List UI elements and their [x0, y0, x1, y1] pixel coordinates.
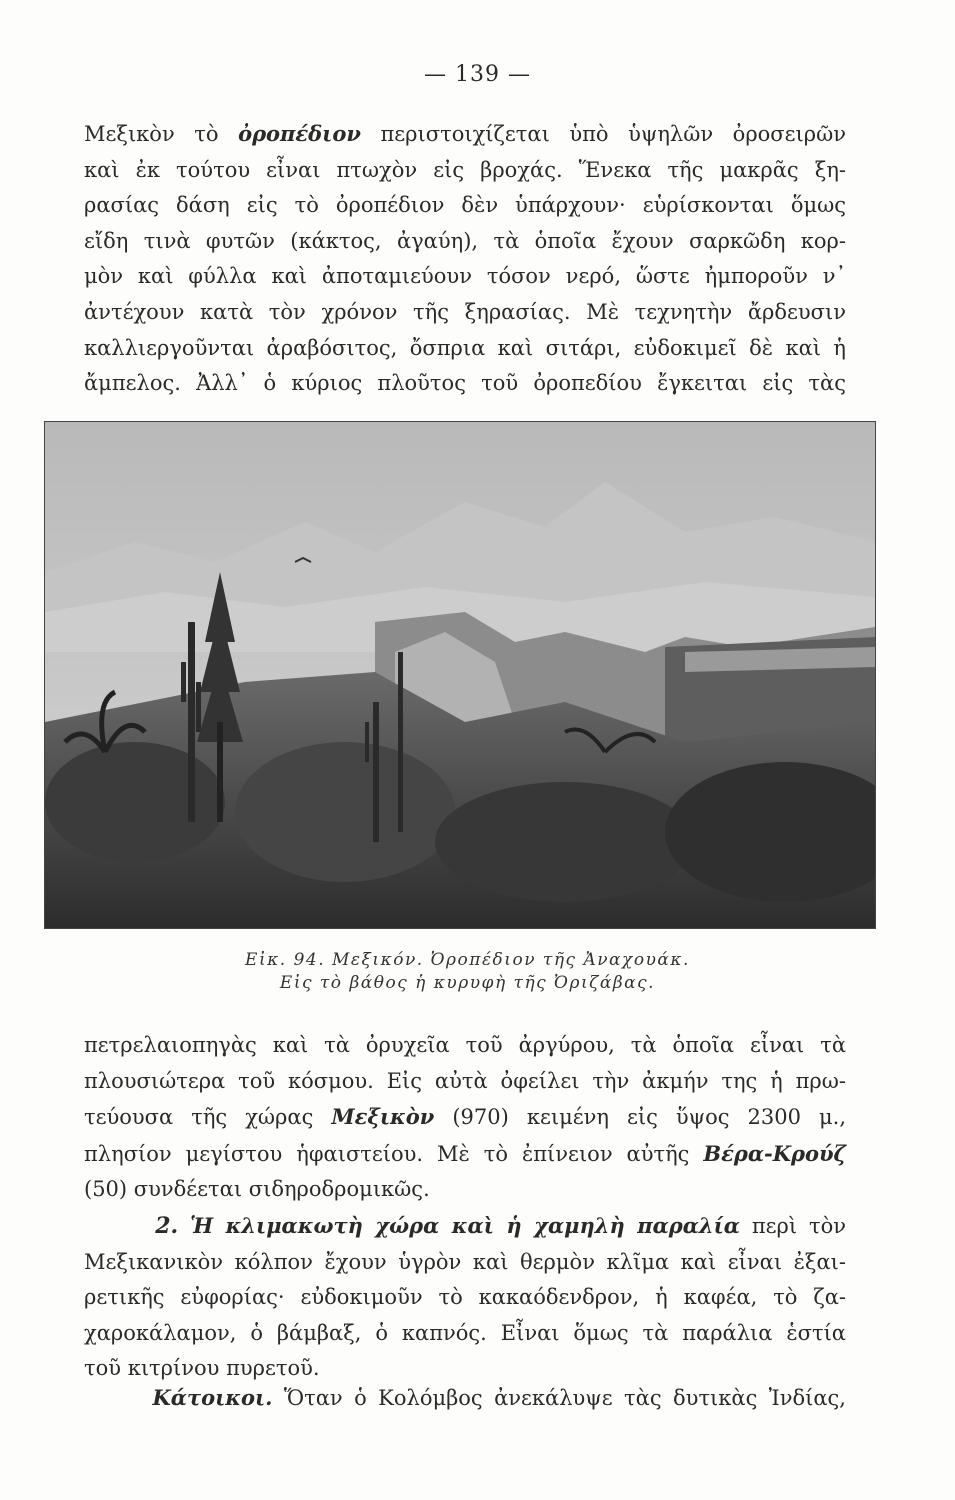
- text-line: Κάτοικοι. Ὅταν ὁ Κολόμβος ἀνεκάλυψε τὰς δυτικὰς Ἰνδίας,: [152, 1385, 846, 1410]
- text-line: ρασίας δάση εἰς τὸ ὀροπέδιον δὲν ὑπάρχουν· εὑρίσκονται ὅμως: [84, 193, 846, 218]
- figure-caption-subtitle: Εἰς τὸ βάθος ἡ κυρυφὴ τῆς Ὀριζάβας.: [279, 973, 656, 993]
- text-line: τοῦ κιτρίνου πυρετοῦ.: [84, 1356, 320, 1381]
- page-number: — 139 —: [424, 62, 531, 87]
- text-line: Μεξικανικὸν κόλπον ἔχουν ὑγρὸν καὶ θερμὸν κλῖμα καὶ εἶναι ἐξαι-: [84, 1249, 846, 1274]
- text-line: πλησίον μεγίστου ἡφαιστείου. Μὲ τὸ ἐπίνειον αὐτῆς Βέρα-Κρούζ: [84, 1140, 846, 1166]
- text-line: χαροκάλαμον, ὁ βάμβαξ, ὁ καπνός. Εἶναι ὅμως τὰ παράλια ἑστία: [84, 1320, 846, 1345]
- text-line: (50) συνδέεται σιδηροδρομικῶς.: [84, 1177, 430, 1202]
- text-line: καὶ ἐκ τούτου εἶναι πτωχὸν εἰς βροχάς. Ἕνεκα τῆς μακρᾶς ξη-: [84, 157, 846, 182]
- paragraph-inhabitants: [84, 1380, 846, 1417]
- landscape-illustration: [44, 421, 876, 929]
- paragraph-capital: [84, 1028, 846, 1208]
- text-line: ἄμπελος. Ἀλλ᾽ ὁ κύριος πλοῦτος τοῦ ὀροπεδίου ἔγκειται εἰς τὰς: [84, 371, 846, 396]
- text-line: εἴδη τινὰ φυτῶν (κάκτος, ἀγαύη), τὰ ὁποῖα ἔχουν σαρκῶδη κορ-: [84, 228, 846, 253]
- plateau-engraving: [45, 422, 875, 928]
- city-vera-cruz: Βέρα-Κρούζ: [703, 1140, 846, 1166]
- text-line: Μεξικὸν τὸ ὀροπέδιον περιστοιχίζεται ὑπὸ ὑψηλῶν ὀροσειρῶν: [84, 121, 846, 146]
- paragraph-coast: [84, 1208, 846, 1387]
- section-number: 2.: [155, 1213, 179, 1239]
- section-heading: Ἡ κλιμακωτὴ χώρα καὶ ἡ χαμηλὴ παραλία: [190, 1213, 740, 1238]
- text-line: 2. Ἡ κλιμακωτὴ χώρα καὶ ἡ χαμηλὴ παραλία περὶ τὸν: [155, 1213, 846, 1239]
- paragraph-plateau: [84, 116, 846, 402]
- text-line: καλλιεργοῦνται ἀραβόσιτος, ὄσπρια καὶ σιτάρι, εὐδοκιμεῖ δὲ καὶ ἡ: [84, 335, 846, 360]
- city-mexico: Μεξικὸν: [331, 1104, 435, 1130]
- text-line: πετρελαιοπηγὰς καὶ τὰ ὀρυχεῖα τοῦ ἀργύρου, τὰ ὁποῖα εἶναι τὰ: [84, 1033, 846, 1057]
- section-heading-inhabitants: Κάτοικοι.: [152, 1385, 273, 1410]
- text-line: μὸν καὶ φύλλα καὶ ἀποταμιεύουν τόσον νερό, ὥστε ἠμποροῦν ν᾽: [84, 264, 846, 289]
- text-line: πλουσιώτερα τοῦ κόσμου. Εἰς αὐτὰ ὀφείλει τὴν ἀκμήν της ἡ πρω-: [84, 1068, 846, 1093]
- text-line: ἀντέχουν κατὰ τὸν χρόνον τῆς ξηρασίας. Μὲ τεχνητὴν ἄρδευσιν: [84, 299, 846, 324]
- text-line: ρετικῆς εὐφορίας· εὐδοκιμοῦν τὸ κακαόδενδρον, ἡ καφέα, τὸ ζα-: [84, 1285, 846, 1310]
- figure-caption: Εἰκ. 94. Μεξικόν. Ὀροπέδιον τῆς Ἀναχουάκ.: [245, 950, 690, 970]
- text-line: τεύουσα τῆς χώρας Μεξικὸν (970) κειμένη εἰς ὕψος 2300 μ.,: [84, 1104, 847, 1130]
